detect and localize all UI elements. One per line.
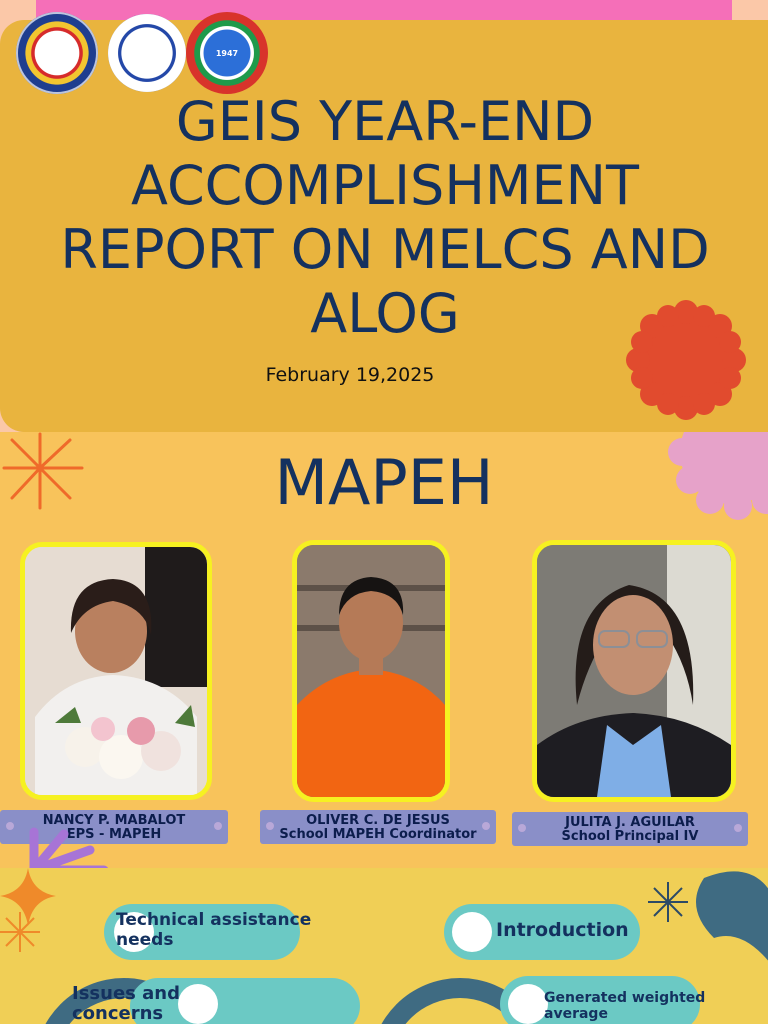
mapeh-slide [0,432,768,868]
caption-dot-icon [482,822,490,830]
caption-dot-icon [214,822,222,830]
person-name: NANCY P. MABALOT [42,813,186,828]
item-label: Technical assistance needs [116,910,312,950]
person-role: EPS - MAPEH [66,827,162,842]
caption-dot-icon [6,822,14,830]
pill-circle-icon [452,912,492,952]
person-role: School Principal IV [561,829,699,844]
person-role: School MAPEH Coordinator [279,827,477,842]
slide-title: GEIS YEAR-END ACCOMPLISHMENT REPORT ON MELCS AND ALOG [60,90,710,345]
caption-oliver [260,810,496,844]
caption-dot-icon [518,824,526,832]
outline-slide [0,868,768,1024]
division-seal-logo [16,12,98,94]
item-label: Issues and concerns [72,983,180,1024]
item-label: Generated weighted average [544,990,706,1022]
starburst-icon [0,912,40,952]
school-seal-year: 1947 [215,48,239,58]
school-seal-logo [186,12,268,94]
section-title: MAPEH [274,446,494,519]
portrait-photo-nancy [20,542,212,800]
deped-seal-logo [108,14,186,92]
portrait-photo-julita [532,540,736,802]
starburst-icon [648,882,688,922]
person-name: OLIVER C. DE JESUS [306,813,450,828]
orange-gear-decoration [626,300,746,420]
caption-julita [512,812,748,846]
teal-leaf-decoration [684,868,768,968]
person-name: JULITA J. AGUILAR [565,815,695,830]
caption-dot-icon [734,824,742,832]
caption-dot-icon [266,822,274,830]
pill-circle-icon [508,984,548,1024]
report-date: February 19,2025 [265,364,435,386]
portrait-photo-oliver [292,540,450,802]
item-label: Introduction [496,919,629,941]
title-slide [0,0,768,432]
purple-fan-decoration [24,820,114,868]
